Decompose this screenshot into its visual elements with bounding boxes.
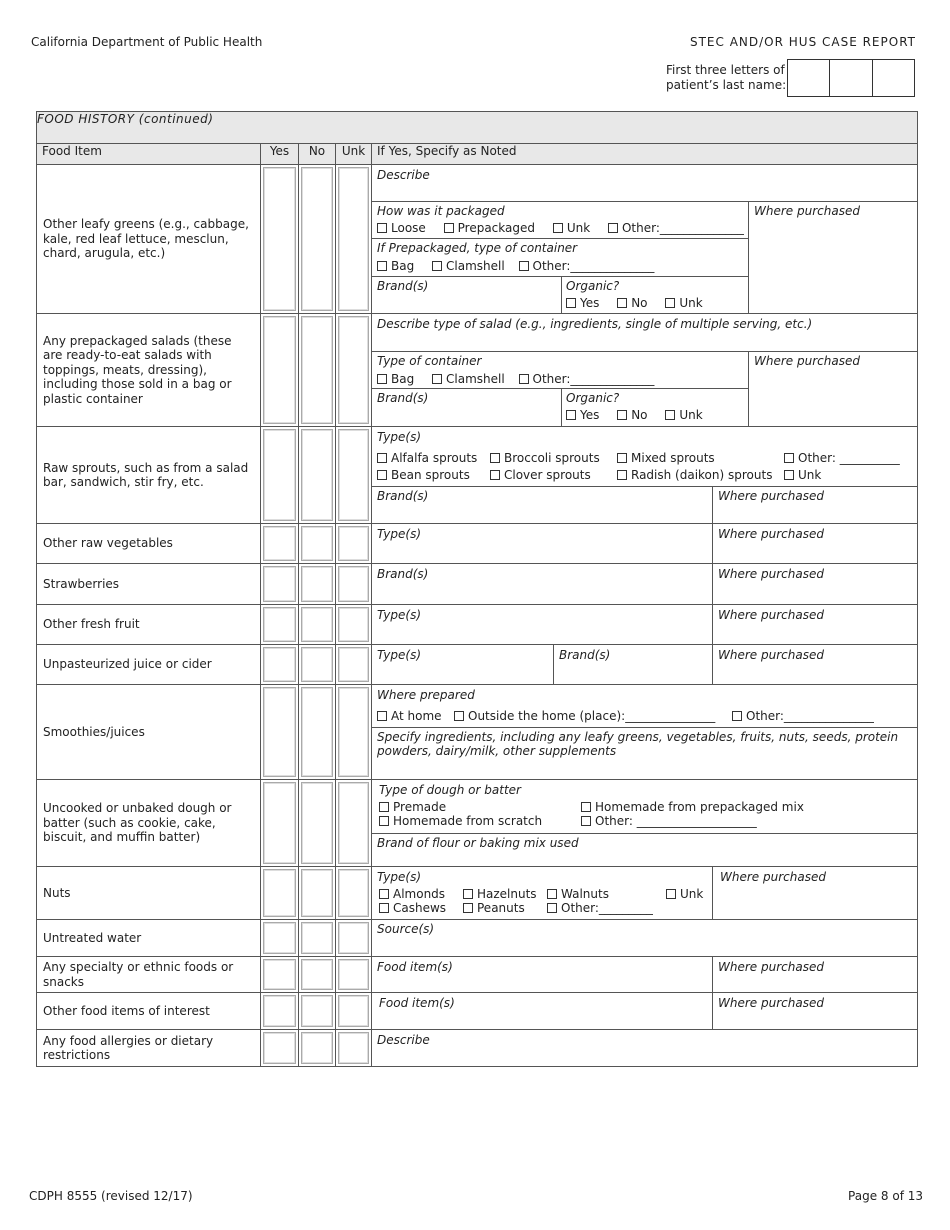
- no-box[interactable]: [299, 685, 336, 780]
- bag-label: Bag: [391, 372, 415, 386]
- if-prepackaged-label: If Prepackaged, type of container: [377, 241, 578, 255]
- agency-name: California Department of Public Health: [31, 35, 263, 49]
- mixed-label: Mixed sprouts: [631, 451, 715, 465]
- where-purchased-label: Where purchased: [718, 648, 824, 662]
- organic-unk-checkbox[interactable]: [665, 410, 675, 420]
- unk-box[interactable]: [336, 993, 372, 1030]
- no-box[interactable]: [299, 867, 336, 920]
- table-row: [37, 524, 918, 564]
- yes-box[interactable]: [261, 165, 299, 314]
- describe-salad-label: Describe type of salad (e.g., ingredients, single of multiple serving, etc.): [377, 317, 813, 331]
- other-specify: [372, 993, 918, 1030]
- other-sprout-option: [784, 451, 900, 465]
- organic-label: Organic?: [566, 391, 620, 405]
- types-label: Type(s): [377, 608, 422, 622]
- last-name-letter-2[interactable]: [830, 60, 872, 96]
- clamshell-label: Clamshell: [446, 372, 505, 386]
- unk-sprout-option: [784, 468, 821, 482]
- bean-label: Bean sprouts: [391, 468, 470, 482]
- food-items-label: Food item(s): [379, 996, 455, 1010]
- table-row: [37, 957, 918, 993]
- item-food-allergies: Any food allergies or dietary restrictions: [37, 1030, 261, 1067]
- table-row: [37, 427, 918, 524]
- no-box[interactable]: [299, 1030, 336, 1067]
- item-other-fresh-fruit: Other fresh fruit: [37, 605, 261, 645]
- water-specify: [372, 920, 918, 957]
- item-prepackaged-salads: Any prepackaged salads (these are ready-to-eat salads with toppings, meats, dressing), including those sold in a bag or plastic container: [37, 314, 261, 427]
- rawveg-specify: [372, 524, 918, 564]
- last-name-label: [666, 63, 786, 93]
- other-nut-label: Other:_________: [561, 901, 653, 915]
- loose-label: Loose: [391, 221, 426, 235]
- broccoli-checkbox[interactable]: [490, 453, 500, 463]
- no-box[interactable]: [299, 314, 336, 427]
- unk-checkbox[interactable]: [553, 223, 563, 233]
- other-checkbox[interactable]: [519, 374, 529, 384]
- mixed-checkbox[interactable]: [617, 453, 627, 463]
- no-box[interactable]: [299, 564, 336, 605]
- no-box[interactable]: [299, 993, 336, 1030]
- where-purchased-label: Where purchased: [718, 527, 824, 541]
- cashews-label: Cashews: [393, 901, 447, 915]
- food-history-table: [36, 111, 918, 1067]
- alfalfa-option: [377, 451, 477, 465]
- radish-option: [617, 468, 772, 482]
- prepackaged-checkbox[interactable]: [444, 223, 454, 233]
- organic-options: [566, 296, 703, 310]
- premade-option: [379, 800, 446, 814]
- yes-box[interactable]: [261, 645, 299, 685]
- almonds-option: [379, 887, 445, 901]
- no-box[interactable]: [299, 920, 336, 957]
- item-leafy-greens: Other leafy greens (e.g., cabbage, kale, red leaf lettuce, mesclun, chard, arugula, etc.): [37, 165, 261, 314]
- organic-unk-checkbox[interactable]: [665, 298, 675, 308]
- where-purchased-label: Where purchased: [718, 608, 824, 622]
- at-home-option: [377, 709, 442, 723]
- outside-home-checkbox[interactable]: [454, 711, 464, 721]
- unk-label: Unk: [798, 468, 822, 482]
- yes-box[interactable]: [261, 314, 299, 427]
- bag-checkbox[interactable]: [377, 261, 387, 271]
- no-box[interactable]: [299, 957, 336, 993]
- unk-box[interactable]: [336, 314, 372, 427]
- yes-box[interactable]: [261, 605, 299, 645]
- yes-label: Yes: [580, 408, 600, 422]
- type-dough-label: Type of dough or batter: [379, 783, 521, 797]
- unk-label: Unk: [566, 221, 591, 235]
- clamshell-checkbox[interactable]: [432, 261, 442, 271]
- table-row: [37, 645, 918, 685]
- unk-box[interactable]: [336, 1030, 372, 1067]
- other-checkbox[interactable]: [519, 261, 529, 271]
- no-box[interactable]: [299, 605, 336, 645]
- item-other-food-items: Other food items of interest: [37, 993, 261, 1030]
- bean-checkbox[interactable]: [377, 470, 387, 480]
- other-label: Other:______________: [621, 221, 744, 235]
- hazelnuts-label: Hazelnuts: [477, 887, 537, 901]
- yes-box[interactable]: [261, 564, 299, 605]
- unk-box[interactable]: [336, 564, 372, 605]
- container-options: [377, 372, 654, 386]
- organic-no-checkbox[interactable]: [617, 298, 627, 308]
- walnuts-checkbox[interactable]: [547, 889, 557, 899]
- at-home-label: At home: [391, 709, 442, 723]
- loose-checkbox[interactable]: [377, 223, 387, 233]
- table-row: [37, 920, 918, 957]
- prepackaged-label: Prepackaged: [457, 221, 535, 235]
- packaged-options: [377, 221, 744, 235]
- yes-box[interactable]: [261, 920, 299, 957]
- last-name-label-line1: First three letters of: [666, 63, 785, 77]
- col-food-item: Food Item: [37, 144, 261, 165]
- peanuts-checkbox[interactable]: [463, 903, 473, 913]
- broccoli-option: [490, 451, 600, 465]
- brands-label: Brand(s): [377, 391, 429, 405]
- homemade-mix-label: Homemade from prepackaged mix: [595, 800, 804, 814]
- type-container-label: Type of container: [377, 354, 482, 368]
- dough-specify: [372, 780, 918, 867]
- other-dough-option: [581, 814, 757, 828]
- form-id: CDPH 8555 (revised 12/17): [29, 1189, 193, 1203]
- other-sprout-checkbox[interactable]: [784, 453, 794, 463]
- report-title: STEC AND/OR HUS CASE REPORT: [689, 35, 916, 49]
- table-row: [37, 867, 918, 920]
- peanuts-label: Peanuts: [477, 901, 525, 915]
- homemade-mix-option: [581, 800, 804, 814]
- radish-checkbox[interactable]: [617, 470, 627, 480]
- allergy-specify: [372, 1030, 918, 1067]
- describe-label: Describe: [377, 1033, 430, 1047]
- where-purchased-label: Where purchased: [754, 204, 860, 218]
- page-number: Page 8 of 13: [848, 1189, 923, 1203]
- organic-yes-checkbox[interactable]: [566, 410, 576, 420]
- yes-box[interactable]: [261, 957, 299, 993]
- juice-specify: [372, 645, 918, 685]
- mixed-option: [617, 451, 715, 465]
- item-untreated-water: Untreated water: [37, 920, 261, 957]
- where-purchased-label: Where purchased: [720, 870, 826, 884]
- almonds-label: Almonds: [393, 887, 446, 901]
- types-label: Type(s): [377, 870, 422, 884]
- section-title: FOOD HISTORY (continued): [37, 112, 918, 144]
- yes-box[interactable]: [261, 867, 299, 920]
- specify-ingredients-label: Specify ingredients, including any leafy greens, vegetables, fruits, nuts, seeds, protein powders, dairy/milk, other supplements: [377, 730, 899, 758]
- last-name-boxes: [787, 59, 915, 97]
- col-unk: Unk: [336, 144, 372, 165]
- alfalfa-label: Alfalfa sprouts: [391, 451, 478, 465]
- source-label: Source(s): [377, 922, 435, 936]
- no-box[interactable]: [299, 780, 336, 867]
- last-name-letter-1[interactable]: [788, 60, 830, 96]
- other-sprout-label: Other: __________: [798, 451, 900, 465]
- brands-label: Brand(s): [377, 279, 429, 293]
- bag-label: Bag: [391, 259, 415, 273]
- types-label: Type(s): [377, 527, 422, 541]
- unk-label: Unk: [680, 887, 704, 901]
- organic-no-checkbox[interactable]: [617, 410, 627, 420]
- salads-specify: [372, 314, 918, 427]
- no-box[interactable]: [299, 645, 336, 685]
- where-purchased-label: Where purchased: [718, 996, 824, 1010]
- clover-label: Clover sprouts: [504, 468, 591, 482]
- yes-box[interactable]: [261, 993, 299, 1030]
- at-home-checkbox[interactable]: [377, 711, 387, 721]
- item-smoothies: Smoothies/juices: [37, 685, 261, 780]
- unk-nut-option: [666, 887, 703, 901]
- yes-label: Yes: [580, 296, 600, 310]
- yes-box[interactable]: [261, 524, 299, 564]
- walnuts-option: [547, 887, 609, 901]
- col-no: No: [299, 144, 336, 165]
- hazelnuts-option: [463, 887, 537, 901]
- table-row: [37, 993, 918, 1030]
- yes-box[interactable]: [261, 685, 299, 780]
- unk-label: Unk: [679, 408, 703, 422]
- unk-box[interactable]: [336, 645, 372, 685]
- brands-label: Brand(s): [377, 567, 429, 581]
- organic-yes-checkbox[interactable]: [566, 298, 576, 308]
- table-row: [37, 564, 918, 605]
- sprouts-specify: [372, 427, 918, 524]
- unk-box[interactable]: [336, 685, 372, 780]
- item-unpasteurized-juice: Unpasteurized juice or cider: [37, 645, 261, 685]
- unk-box[interactable]: [336, 780, 372, 867]
- container-options: [377, 259, 654, 273]
- hazelnuts-checkbox[interactable]: [463, 889, 473, 899]
- where-purchased-label: Where purchased: [718, 567, 824, 581]
- clamshell-checkbox[interactable]: [432, 374, 442, 384]
- where-purchased-label: Where purchased: [754, 354, 860, 368]
- item-ethnic-foods: Any specialty or ethnic foods or snacks: [37, 957, 261, 993]
- smoothies-specify: [372, 685, 918, 780]
- brands-label: Brand(s): [559, 648, 611, 662]
- table-row: [37, 165, 918, 314]
- other-dough-checkbox[interactable]: [581, 816, 591, 826]
- premade-label: Premade: [393, 800, 447, 814]
- other-prepared-checkbox[interactable]: [732, 711, 742, 721]
- outside-home-label: Outside the home (place):_______________: [468, 709, 716, 723]
- clamshell-label: Clamshell: [446, 259, 505, 273]
- item-other-raw-vegetables: Other raw vegetables: [37, 524, 261, 564]
- types-label: Type(s): [377, 648, 422, 662]
- homemade-scratch-checkbox[interactable]: [379, 816, 389, 826]
- broccoli-label: Broccoli sprouts: [504, 451, 600, 465]
- item-nuts: Nuts: [37, 867, 261, 920]
- yes-box[interactable]: [261, 427, 299, 524]
- yes-box[interactable]: [261, 780, 299, 867]
- where-prepared-label: Where prepared: [377, 688, 475, 702]
- cashews-checkbox[interactable]: [379, 903, 389, 913]
- outside-home-option: [454, 709, 715, 723]
- other-nut-option: [547, 901, 653, 915]
- unk-checkbox[interactable]: [784, 470, 794, 480]
- table-row: [37, 605, 918, 645]
- unk-checkbox[interactable]: [666, 889, 676, 899]
- organic-options: [566, 408, 703, 422]
- unk-label: Unk: [679, 296, 703, 310]
- unk-box[interactable]: [336, 605, 372, 645]
- radish-label: Radish (daikon) sprouts: [631, 468, 773, 482]
- col-yes: Yes: [261, 144, 299, 165]
- types-label: Type(s): [377, 430, 422, 444]
- how-packaged-label: How was it packaged: [377, 204, 505, 218]
- describe-label: Describe: [377, 168, 430, 182]
- no-box[interactable]: [299, 524, 336, 564]
- other-nut-checkbox[interactable]: [547, 903, 557, 913]
- clover-checkbox[interactable]: [490, 470, 500, 480]
- other-prepared-label: Other:_______________: [746, 709, 874, 723]
- organic-label: Organic?: [566, 279, 620, 293]
- item-raw-sprouts: Raw sprouts, such as from a salad bar, sandwich, stir fry, etc.: [37, 427, 261, 524]
- table-row: [37, 685, 918, 780]
- strawberries-specify: [372, 564, 918, 605]
- bean-option: [377, 468, 470, 482]
- item-strawberries: Strawberries: [37, 564, 261, 605]
- last-name-label-line2: patient’s last name:: [666, 78, 787, 92]
- where-purchased-label: Where purchased: [718, 489, 824, 503]
- unk-box[interactable]: [336, 920, 372, 957]
- where-purchased-label: Where purchased: [718, 960, 824, 974]
- other-label: Other:______________: [532, 372, 655, 386]
- homemade-scratch-option: [379, 814, 542, 828]
- table-row: [37, 1030, 918, 1067]
- unk-box[interactable]: [336, 524, 372, 564]
- no-label: No: [631, 408, 648, 422]
- table-row: [37, 780, 918, 867]
- unk-box[interactable]: [336, 867, 372, 920]
- nuts-specify: [372, 867, 918, 920]
- premade-checkbox[interactable]: [379, 802, 389, 812]
- brands-label: Brand(s): [377, 489, 429, 503]
- col-specify: If Yes, Specify as Noted: [372, 144, 918, 165]
- almonds-checkbox[interactable]: [379, 889, 389, 899]
- unk-box[interactable]: [336, 427, 372, 524]
- other-label: Other:______________: [532, 259, 655, 273]
- ethnic-specify: [372, 957, 918, 993]
- no-box[interactable]: [299, 165, 336, 314]
- peanuts-option: [463, 901, 525, 915]
- bag-checkbox[interactable]: [377, 374, 387, 384]
- homemade-mix-checkbox[interactable]: [581, 802, 591, 812]
- leafy-specify: [372, 165, 918, 314]
- unk-box[interactable]: [336, 165, 372, 314]
- table-row: [37, 314, 918, 427]
- unk-box[interactable]: [336, 957, 372, 993]
- fruit-specify: [372, 605, 918, 645]
- other-checkbox[interactable]: [608, 223, 618, 233]
- item-uncooked-dough: Uncooked or unbaked dough or batter (such as cookie, cake, biscuit, and muffin batter): [37, 780, 261, 867]
- homemade-scratch-label: Homemade from scratch: [393, 814, 543, 828]
- brand-flour-label: Brand of flour or baking mix used: [377, 836, 579, 850]
- clover-option: [490, 468, 591, 482]
- walnuts-label: Walnuts: [561, 887, 609, 901]
- no-label: No: [631, 296, 648, 310]
- food-items-label: Food item(s): [377, 960, 453, 974]
- alfalfa-checkbox[interactable]: [377, 453, 387, 463]
- cashews-option: [379, 901, 446, 915]
- other-prepared-option: [732, 709, 874, 723]
- no-box[interactable]: [299, 427, 336, 524]
- last-name-letter-3[interactable]: [873, 60, 914, 96]
- yes-box[interactable]: [261, 1030, 299, 1067]
- other-dough-label: Other: ____________________: [595, 814, 757, 828]
